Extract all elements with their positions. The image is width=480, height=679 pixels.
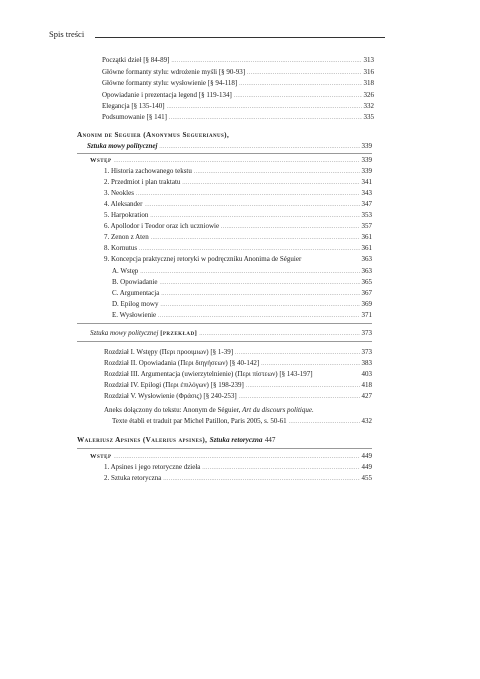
toc-entry[interactable]: 1. Historia zachowanego tekstu ..... 339 [104, 166, 372, 176]
section-heading: Anonim de Seguier (Anonymus Seguerianus), [77, 131, 230, 139]
toc-entry[interactable]: 3. Neokles ..... 343 [104, 188, 372, 198]
running-head-rule [95, 37, 385, 38]
divider [77, 323, 372, 324]
toc-entry[interactable]: 1. Apsines i jego retoryczne dzieła ..... 449 [104, 462, 372, 472]
toc-subentry[interactable]: C. Argumentacja ..... 367 [112, 288, 372, 298]
toc-entry-wstep[interactable]: Wstęp ..... 339 [90, 155, 372, 165]
toc-subentry[interactable]: B. Opowiadanie ..... 365 [112, 277, 372, 287]
toc-entry[interactable]: Elegancja [§ 135-140] ..... 332 [102, 101, 374, 111]
toc-entry[interactable]: Rozdział IV. Epilogi (Περι ἐπιλόγων) [§ 198-239] ..... 418 [104, 380, 372, 390]
divider [77, 341, 372, 342]
toc-entry[interactable]: Główne formanty stylu: wdrożenie myśli [§ 90-93] ..... 316 [102, 67, 374, 77]
divider [77, 448, 372, 449]
toc-entry[interactable]: 7. Zenon z Aten ..... 361 [104, 232, 372, 242]
toc-entry[interactable]: 2. Sztuka retoryczna ..... 455 [104, 473, 372, 483]
toc-entry[interactable]: Opowiadanie i prezentacja legend [§ 119-134] ..... 326 [102, 90, 374, 100]
running-head: Spis treści [49, 29, 85, 39]
toc-entry[interactable]: Początki dzieł [§ 84-89] ..... 313 [102, 55, 374, 65]
toc-entry[interactable]: 2. Przedmiot i plan traktatu ..... 341 [104, 177, 372, 187]
toc-entry[interactable]: 4. Aleksander ..... 347 [104, 199, 372, 209]
toc-entry[interactable]: Rozdział III. Argumentacja (uwierzytelnienie) (Περι πίστεων) [§ 143-197] 403 [104, 370, 372, 378]
toc-entry[interactable]: Rozdział II. Opowiadania (Περι διηγήσεων) [§ 40-142] ..... 383 [104, 358, 372, 368]
annex-entry[interactable]: Texte établi et traduit par Michel Patillon, Paris 2005, s. 50-61 ..... 432 [112, 416, 372, 426]
toc-subentry[interactable]: E. Wysłowienie ..... 371 [112, 310, 372, 320]
toc-entry-wstep[interactable]: Wstęp ..... 449 [90, 451, 372, 461]
toc-subentry[interactable]: A. Wstęp ..... 363 [112, 266, 372, 276]
toc-entry[interactable]: Rozdział I. Wstępy (Περι προοιμιων) [§ 1-39] ..... 373 [104, 347, 372, 357]
toc-entry[interactable]: Rozdział V. Wysłowienie (Φράσις) [§ 240-253] ..... 427 [104, 391, 372, 401]
toc-entry-przeklad[interactable]: Sztuka mowy politycznej [przekład] ..... 373 [90, 328, 372, 338]
annex-line-1: Aneks dołączony do tekstu: Anonym de Séguier, Art du discours politique. [104, 406, 314, 414]
section-subtitle-entry[interactable]: Sztuka mowy politycznej ..... 339 [87, 141, 372, 151]
toc-entry[interactable]: Główne formanty stylu: wysłowienie [§ 94-118] ..... 318 [102, 78, 374, 88]
toc-entry[interactable]: 6. Apollodor i Teodor oraz ich uczniowie ..... 357 [104, 221, 372, 231]
toc-entry[interactable]: 5. Harpokration ..... 353 [104, 210, 372, 220]
toc-subentry[interactable]: D. Epilog mowy ..... 369 [112, 299, 372, 309]
section-heading-apsines[interactable]: Waleriusz Apsines (Valerius apsines), Sztuka retoryczna 447 [77, 436, 276, 444]
divider [77, 153, 372, 154]
toc-entry[interactable]: 9. Koncepcja praktycznej retoryki w podręczniku Anonima de Séguier 363 [104, 255, 372, 263]
toc-entry[interactable]: 8. Kornutus ..... 361 [104, 243, 372, 253]
toc-entry[interactable]: Podsumowanie [§ 141] ..... 335 [102, 112, 374, 122]
